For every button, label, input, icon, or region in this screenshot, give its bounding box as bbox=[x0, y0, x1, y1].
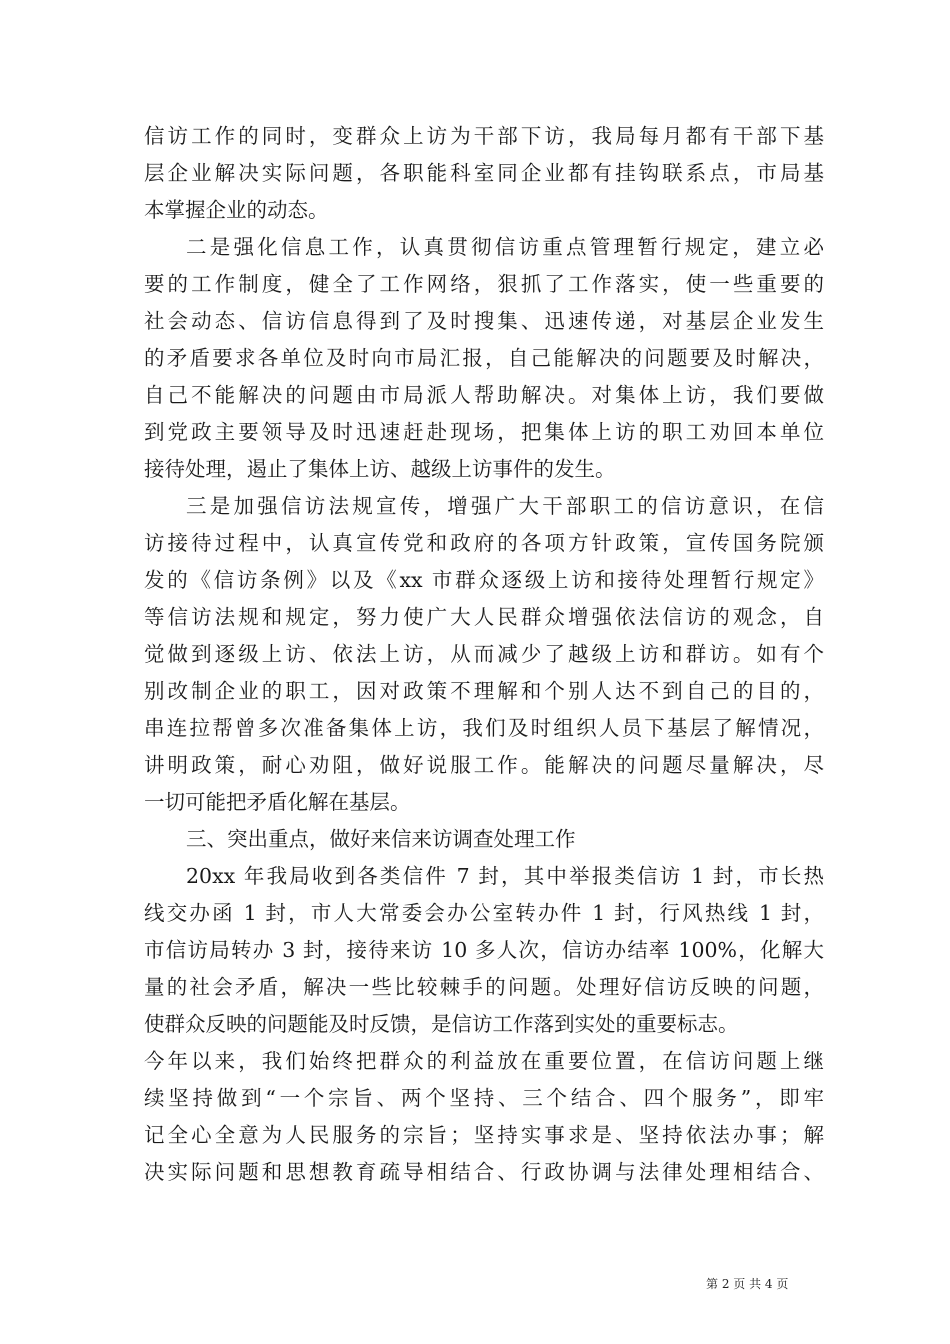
text-line: 层企业解决实际问题，各职能科室同企业都有挂钩联系点，市局基 bbox=[144, 161, 824, 185]
text-line: 信访工作的同时，变群众上访为干部下访，我局每月都有干部下基 bbox=[144, 124, 824, 148]
text-line: 的矛盾要求各单位及时向市局汇报，自己能解决的问题要及时解决， bbox=[144, 346, 824, 370]
text-line: 要的工作制度，健全了工作网络，狠抓了工作落实，使一些重要的 bbox=[144, 272, 824, 296]
text-line: 社会动态、信访信息得到了及时搜集、迅速传递，对基层企业发生 bbox=[144, 309, 824, 333]
text-line: 自己不能解决的问题由市局派人帮助解决。对集体上访，我们要做 bbox=[144, 383, 824, 407]
section-heading: 三、突出重点，做好来信来访调查处理工作 bbox=[186, 827, 576, 851]
text-line: 发的《信访条例》以及《xx 市群众逐级上访和接待处理暂行规定》 bbox=[144, 568, 824, 592]
text-line: 访接待过程中，认真宣传党和政府的各项方针政策，宣传国务院颁 bbox=[144, 531, 824, 555]
text-line: 到党政主要领导及时迅速赶赴现场，把集体上访的职工劝回本单位 bbox=[144, 420, 824, 444]
text-line: 续坚持做到“一个宗旨、两个坚持、三个结合、四个服务”，即牢 bbox=[144, 1086, 824, 1110]
text-line: 本掌握企业的动态。 bbox=[144, 198, 329, 222]
page-number-footer: 第 2 页 共 4 页 bbox=[706, 1277, 789, 1291]
text-line: 串连拉帮曾多次准备集体上访，我们及时组织人员下基层了解情况， bbox=[144, 716, 824, 740]
paragraph-first-line: 20xx 年我局收到各类信件 7 封，其中举报类信访 1 封，市长热 bbox=[186, 864, 824, 888]
text-line: 一切可能把矛盾化解在基层。 bbox=[144, 790, 411, 814]
text-line: 线交办函 1 封，市人大常委会办公室转办件 1 封，行风热线 1 封， bbox=[144, 901, 824, 925]
text-line: 使群众反映的问题能及时反馈，是信访工作落到实处的重要标志。 bbox=[144, 1012, 739, 1036]
text-line: 今年以来，我们始终把群众的利益放在重要位置，在信访问题上继 bbox=[144, 1049, 824, 1073]
text-line: 记全心全意为人民服务的宗旨；坚持实事求是、坚持依法办事；解 bbox=[144, 1123, 824, 1147]
text-line: 决实际问题和思想教育疏导相结合、行政协调与法律处理相结合、 bbox=[144, 1160, 824, 1184]
text-line: 觉做到逐级上访、依法上访，从而减少了越级上访和群访。如有个 bbox=[144, 642, 824, 666]
paragraph-first-line: 三是加强信访法规宣传，增强广大干部职工的信访意识，在信 bbox=[186, 494, 824, 518]
text-line: 别改制企业的职工，因对政策不理解和个别人达不到自己的目的， bbox=[144, 679, 824, 703]
paragraph-first-line: 二是强化信息工作，认真贯彻信访重点管理暂行规定，建立必 bbox=[186, 235, 824, 259]
text-line: 量的社会矛盾，解决一些比较棘手的问题。处理好信访反映的问题， bbox=[144, 975, 824, 999]
text-line: 接待处理，遏止了集体上访、越级上访事件的发生。 bbox=[144, 457, 616, 481]
text-line: 等信访法规和规定，努力使广大人民群众增强依法信访的观念，自 bbox=[144, 605, 824, 629]
text-line: 市信访局转办 3 封，接待来访 10 多人次，信访办结率 100%，化解大 bbox=[144, 938, 824, 962]
text-line: 讲明政策，耐心劝阻，做好说服工作。能解决的问题尽量解决，尽 bbox=[144, 753, 824, 777]
